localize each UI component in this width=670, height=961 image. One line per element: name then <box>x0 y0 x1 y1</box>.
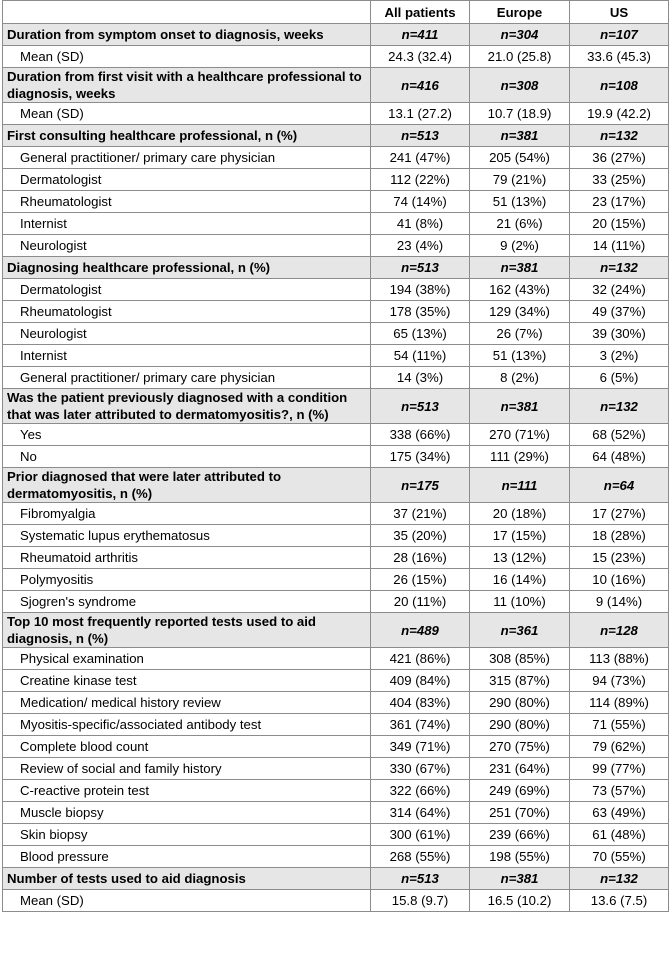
row-value-us: 18 (28%) <box>570 525 669 547</box>
table-row <box>3 169 669 191</box>
row-value-all-patients: 14 (3%) <box>371 367 470 389</box>
row-label: Systematic lupus erythematosus <box>3 525 371 547</box>
table-row <box>3 424 669 446</box>
row-value-all-patients: 20 (11%) <box>371 591 470 613</box>
row-value-all-patients: 421 (86%) <box>371 648 470 670</box>
row-value-europe: 21 (6%) <box>470 213 570 235</box>
table-row <box>3 147 669 169</box>
table-row <box>3 525 669 547</box>
section-n-us: n=108 <box>570 68 669 103</box>
row-value-all-patients: 26 (15%) <box>371 569 470 591</box>
row-value-europe: 20 (18%) <box>470 503 570 525</box>
row-value-europe: 162 (43%) <box>470 279 570 301</box>
section-n-all-patients: n=175 <box>371 468 470 503</box>
table-body <box>3 24 669 912</box>
row-value-all-patients: 338 (66%) <box>371 424 470 446</box>
row-value-all-patients: 300 (61%) <box>371 824 470 846</box>
section-n-us: n=132 <box>570 257 669 279</box>
row-value-europe: 16 (14%) <box>470 569 570 591</box>
row-value-us: 99 (77%) <box>570 758 669 780</box>
section-title: Top 10 most frequently reported tests used to aid diagnosis, n (%) <box>3 613 371 648</box>
row-value-europe: 290 (80%) <box>470 692 570 714</box>
section-title: Duration from symptom onset to diagnosis, weeks <box>3 24 371 46</box>
row-value-all-patients: 74 (14%) <box>371 191 470 213</box>
row-value-all-patients: 322 (66%) <box>371 780 470 802</box>
section-n-europe: n=381 <box>470 389 570 424</box>
row-label: Myositis-specific/associated antibody test <box>3 714 371 736</box>
table-row <box>3 758 669 780</box>
row-label: Dermatologist <box>3 279 371 301</box>
row-label: Skin biopsy <box>3 824 371 846</box>
row-value-us: 68 (52%) <box>570 424 669 446</box>
row-value-us: 20 (15%) <box>570 213 669 235</box>
row-label: Blood pressure <box>3 846 371 868</box>
row-label: Mean (SD) <box>3 46 371 68</box>
row-value-europe: 270 (75%) <box>470 736 570 758</box>
row-label: Neurologist <box>3 235 371 257</box>
row-value-us: 23 (17%) <box>570 191 669 213</box>
row-value-europe: 79 (21%) <box>470 169 570 191</box>
section-n-us: n=132 <box>570 389 669 424</box>
section-n-europe: n=308 <box>470 68 570 103</box>
row-value-all-patients: 28 (16%) <box>371 547 470 569</box>
row-value-europe: 111 (29%) <box>470 446 570 468</box>
header-cell-all-patients: All patients <box>371 1 470 24</box>
row-value-europe: 198 (55%) <box>470 846 570 868</box>
row-label: Polymyositis <box>3 569 371 591</box>
section-n-europe: n=381 <box>470 257 570 279</box>
table-row <box>3 323 669 345</box>
row-label: Mean (SD) <box>3 890 371 912</box>
row-label: Internist <box>3 345 371 367</box>
row-value-us: 113 (88%) <box>570 648 669 670</box>
row-value-all-patients: 404 (83%) <box>371 692 470 714</box>
row-value-all-patients: 24.3 (32.4) <box>371 46 470 68</box>
table-row <box>3 301 669 323</box>
row-value-us: 32 (24%) <box>570 279 669 301</box>
row-value-us: 33 (25%) <box>570 169 669 191</box>
row-value-europe: 239 (66%) <box>470 824 570 846</box>
section-n-all-patients: n=489 <box>371 613 470 648</box>
section-n-us: n=64 <box>570 468 669 503</box>
section-n-all-patients: n=513 <box>371 389 470 424</box>
row-label: General practitioner/ primary care physician <box>3 367 371 389</box>
row-value-europe: 231 (64%) <box>470 758 570 780</box>
table-row <box>3 191 669 213</box>
row-value-us: 19.9 (42.2) <box>570 103 669 125</box>
section-header-row <box>3 868 669 890</box>
table-row <box>3 235 669 257</box>
section-n-us: n=107 <box>570 24 669 46</box>
row-value-us: 3 (2%) <box>570 345 669 367</box>
table-row <box>3 569 669 591</box>
row-value-europe: 17 (15%) <box>470 525 570 547</box>
row-value-all-patients: 112 (22%) <box>371 169 470 191</box>
section-n-all-patients: n=513 <box>371 125 470 147</box>
row-value-all-patients: 178 (35%) <box>371 301 470 323</box>
section-header-row <box>3 257 669 279</box>
header-cell-europe: Europe <box>470 1 570 24</box>
row-value-europe: 13 (12%) <box>470 547 570 569</box>
section-title: Number of tests used to aid diagnosis <box>3 868 371 890</box>
row-label: Muscle biopsy <box>3 802 371 824</box>
section-n-europe: n=111 <box>470 468 570 503</box>
section-title: Was the patient previously diagnosed with a condition that was later attributed to dermatomyositis?, n (%) <box>3 389 371 424</box>
row-value-europe: 129 (34%) <box>470 301 570 323</box>
row-value-all-patients: 23 (4%) <box>371 235 470 257</box>
row-value-europe: 249 (69%) <box>470 780 570 802</box>
row-label: Rheumatologist <box>3 191 371 213</box>
row-value-europe: 26 (7%) <box>470 323 570 345</box>
row-value-all-patients: 330 (67%) <box>371 758 470 780</box>
section-n-us: n=128 <box>570 613 669 648</box>
row-label: Dermatologist <box>3 169 371 191</box>
row-value-us: 36 (27%) <box>570 147 669 169</box>
row-label: Complete blood count <box>3 736 371 758</box>
row-value-all-patients: 175 (34%) <box>371 446 470 468</box>
row-value-all-patients: 268 (55%) <box>371 846 470 868</box>
section-header-row <box>3 389 669 424</box>
section-header-row <box>3 125 669 147</box>
section-header-row <box>3 613 669 648</box>
row-value-europe: 51 (13%) <box>470 345 570 367</box>
row-value-us: 94 (73%) <box>570 670 669 692</box>
table-row <box>3 591 669 613</box>
section-title: Diagnosing healthcare professional, n (%) <box>3 257 371 279</box>
header-row <box>3 1 669 24</box>
row-label: Review of social and family history <box>3 758 371 780</box>
table-row <box>3 103 669 125</box>
row-label: Rheumatologist <box>3 301 371 323</box>
table-row <box>3 46 669 68</box>
row-value-us: 13.6 (7.5) <box>570 890 669 912</box>
section-n-all-patients: n=513 <box>371 868 470 890</box>
table-row <box>3 547 669 569</box>
section-title: Duration from first visit with a healthcare professional to diagnosis, weeks <box>3 68 371 103</box>
row-label: Rheumatoid arthritis <box>3 547 371 569</box>
row-value-europe: 270 (71%) <box>470 424 570 446</box>
row-label: Internist <box>3 213 371 235</box>
row-value-all-patients: 349 (71%) <box>371 736 470 758</box>
table-row <box>3 446 669 468</box>
row-value-europe: 315 (87%) <box>470 670 570 692</box>
row-label: Yes <box>3 424 371 446</box>
section-header-row <box>3 468 669 503</box>
row-value-all-patients: 314 (64%) <box>371 802 470 824</box>
row-label: Mean (SD) <box>3 103 371 125</box>
table-row <box>3 648 669 670</box>
table-row <box>3 213 669 235</box>
header-cell-us: US <box>570 1 669 24</box>
table-row <box>3 846 669 868</box>
row-label: Fibromyalgia <box>3 503 371 525</box>
row-value-us: 114 (89%) <box>570 692 669 714</box>
row-label: Physical examination <box>3 648 371 670</box>
section-n-europe: n=304 <box>470 24 570 46</box>
section-n-europe: n=381 <box>470 868 570 890</box>
row-value-europe: 8 (2%) <box>470 367 570 389</box>
row-value-europe: 205 (54%) <box>470 147 570 169</box>
row-value-all-patients: 41 (8%) <box>371 213 470 235</box>
row-label: General practitioner/ primary care physician <box>3 147 371 169</box>
section-n-europe: n=361 <box>470 613 570 648</box>
row-value-us: 6 (5%) <box>570 367 669 389</box>
row-value-all-patients: 194 (38%) <box>371 279 470 301</box>
row-value-us: 70 (55%) <box>570 846 669 868</box>
row-value-all-patients: 13.1 (27.2) <box>371 103 470 125</box>
row-value-us: 73 (57%) <box>570 780 669 802</box>
row-value-us: 71 (55%) <box>570 714 669 736</box>
row-value-us: 61 (48%) <box>570 824 669 846</box>
table-row <box>3 345 669 367</box>
section-title: First consulting healthcare professional, n (%) <box>3 125 371 147</box>
row-value-all-patients: 361 (74%) <box>371 714 470 736</box>
row-value-europe: 10.7 (18.9) <box>470 103 570 125</box>
row-label: Neurologist <box>3 323 371 345</box>
table-row <box>3 824 669 846</box>
row-value-us: 63 (49%) <box>570 802 669 824</box>
table-row <box>3 670 669 692</box>
row-value-all-patients: 15.8 (9.7) <box>371 890 470 912</box>
row-value-all-patients: 241 (47%) <box>371 147 470 169</box>
row-value-all-patients: 35 (20%) <box>371 525 470 547</box>
row-label: Sjogren's syndrome <box>3 591 371 613</box>
table-row <box>3 692 669 714</box>
table-row <box>3 802 669 824</box>
section-n-us: n=132 <box>570 868 669 890</box>
row-value-us: 64 (48%) <box>570 446 669 468</box>
row-value-europe: 251 (70%) <box>470 802 570 824</box>
row-value-us: 33.6 (45.3) <box>570 46 669 68</box>
row-value-us: 15 (23%) <box>570 547 669 569</box>
section-n-us: n=132 <box>570 125 669 147</box>
row-value-us: 14 (11%) <box>570 235 669 257</box>
row-label: Creatine kinase test <box>3 670 371 692</box>
row-value-us: 39 (30%) <box>570 323 669 345</box>
row-value-europe: 9 (2%) <box>470 235 570 257</box>
section-header-row <box>3 24 669 46</box>
row-value-europe: 11 (10%) <box>470 591 570 613</box>
row-value-all-patients: 409 (84%) <box>371 670 470 692</box>
table-row <box>3 503 669 525</box>
row-value-all-patients: 65 (13%) <box>371 323 470 345</box>
row-label: No <box>3 446 371 468</box>
row-value-us: 9 (14%) <box>570 591 669 613</box>
row-value-all-patients: 37 (21%) <box>371 503 470 525</box>
diagnosis-table <box>2 0 669 912</box>
row-value-europe: 308 (85%) <box>470 648 570 670</box>
section-title: Prior diagnosed that were later attributed to dermatomyositis, n (%) <box>3 468 371 503</box>
row-label: Medication/ medical history review <box>3 692 371 714</box>
row-value-europe: 51 (13%) <box>470 191 570 213</box>
section-n-all-patients: n=513 <box>371 257 470 279</box>
table-row <box>3 279 669 301</box>
table-row <box>3 736 669 758</box>
header-cell-blank <box>3 1 371 24</box>
row-value-europe: 16.5 (10.2) <box>470 890 570 912</box>
row-value-us: 10 (16%) <box>570 569 669 591</box>
row-value-us: 79 (62%) <box>570 736 669 758</box>
table-row <box>3 890 669 912</box>
row-value-europe: 290 (80%) <box>470 714 570 736</box>
table-row <box>3 714 669 736</box>
row-value-us: 49 (37%) <box>570 301 669 323</box>
table-row <box>3 367 669 389</box>
row-value-all-patients: 54 (11%) <box>371 345 470 367</box>
section-n-all-patients: n=411 <box>371 24 470 46</box>
row-value-us: 17 (27%) <box>570 503 669 525</box>
row-value-europe: 21.0 (25.8) <box>470 46 570 68</box>
section-n-europe: n=381 <box>470 125 570 147</box>
section-header-row <box>3 68 669 103</box>
table-row <box>3 780 669 802</box>
section-n-all-patients: n=416 <box>371 68 470 103</box>
row-label: C-reactive protein test <box>3 780 371 802</box>
